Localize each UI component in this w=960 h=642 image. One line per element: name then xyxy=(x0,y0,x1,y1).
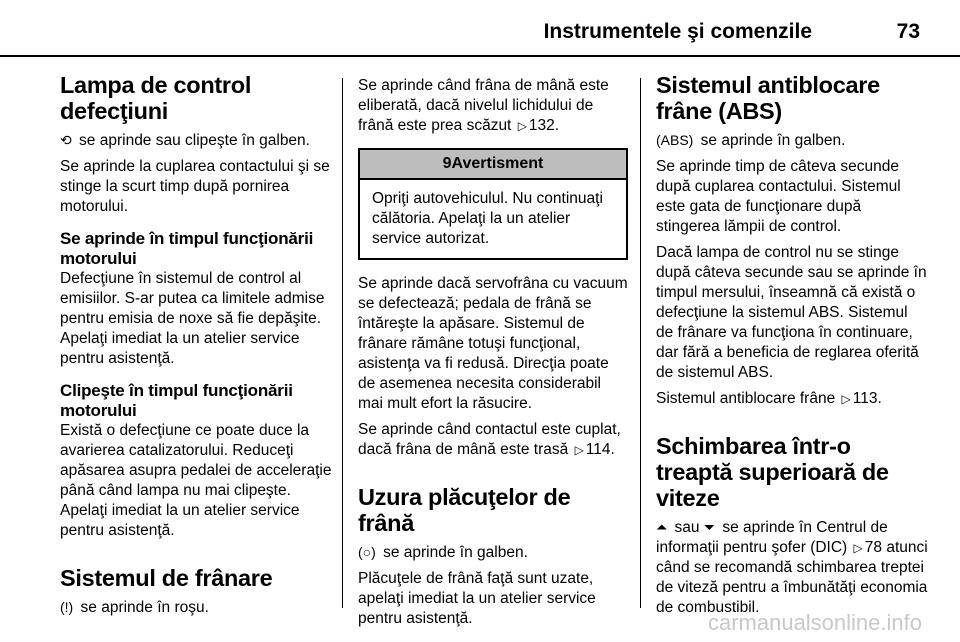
shift-text: se aprinde în Centrul de informaţii pentru şofer (DIC) xyxy=(656,519,888,556)
watermark: carmanualsonline.info xyxy=(707,610,922,635)
abs-icon: (ABS) xyxy=(656,132,694,148)
paragraph-brake-status xyxy=(60,597,332,618)
paragraph-servo-brake: Se aprinde dacă servofrâna cu vacuum se defectează; pedala de frână se întăreşte la apăsare. Sistemul de frânare rămâne totuşi funcţional, asistenţa va fi redusă. Direcţia poate de asemenea necesita considerabil mai mult efort la răsucire. xyxy=(358,275,628,412)
column-right xyxy=(656,72,928,624)
page-header-title: Instrumentele şi comenzile xyxy=(543,20,812,43)
page-reference-arrow-icon: ▷ xyxy=(574,443,584,457)
warning-header xyxy=(360,150,626,180)
column-divider xyxy=(342,78,343,608)
paragraph-contact xyxy=(358,420,628,460)
warning-box xyxy=(358,148,628,260)
page-reference-link[interactable]: 113. xyxy=(852,390,882,407)
column-left xyxy=(60,72,332,624)
heading-abs: Sistemul antiblocare frâne (ABS) xyxy=(656,72,880,124)
paragraph-handbrake xyxy=(358,76,628,136)
mil-text: se aprinde sau clipeşte în galben. xyxy=(79,132,310,149)
heading-brake-system: Sistemul de frânare xyxy=(60,565,273,591)
pads-text: se aprinde în galben. xyxy=(383,544,528,561)
handbrake-text: Se aprinde când frâna de mână este eliberată, dacă nivelul lichidului de frână este prea scăzut xyxy=(358,77,609,134)
paragraph-flash-while-running: Există o defecţiune ce poate duce la avarierea catalizatorului. Reduceţi apăsarea asupra pedalei de acceleraţie până când lampa nu mai clipeşte. Apelaţi imediat la un atelier service pentru asistenţă. xyxy=(60,422,332,539)
page-reference-arrow-icon: ▷ xyxy=(517,119,527,133)
brake-warning-icon: (!) xyxy=(60,599,74,615)
paragraph-abs-status xyxy=(656,130,928,151)
warning-title: Avertisment xyxy=(451,155,544,172)
shift-up-icon: ⏶ xyxy=(656,519,668,535)
abs-text: se aprinde în galben. xyxy=(700,132,846,149)
paragraph-upshift xyxy=(656,517,928,618)
page-reference-arrow-icon: ▷ xyxy=(853,541,863,555)
paragraph-pads: Plăcuţele de frână faţă sunt uzate, apelaţi imediat la un atelier service pentru asistenţă. xyxy=(358,570,596,627)
column-middle xyxy=(358,76,628,635)
warning-text: Opriţi autovehiculul. Nu continuaţi călătoria. Apelaţi la un atelier service autorizat. xyxy=(372,190,603,247)
paragraph-abs-1: Se aprinde timp de câteva secunde după cuplarea contactului. Sistemul este gata de funcţionare după stingerea lămpii de control. xyxy=(656,158,901,235)
shift-or-text: sau xyxy=(674,519,700,536)
heading-brake-pad-wear: Uzura plăcuţelor de frână xyxy=(358,484,571,536)
subheading-on-while-running: Se aprinde în timpul funcţionării motorului xyxy=(60,229,314,268)
shift-text-continued: atunci când se recomandă schimbarea treptei de viteză pentru a îmbunătăţi economia de combustibil. xyxy=(656,539,928,616)
abs-ref-text: Sistemul antiblocare frâne xyxy=(656,390,836,407)
page-reference-link[interactable]: 114. xyxy=(585,441,615,458)
shift-down-icon: ⏷ xyxy=(703,519,716,535)
warning-triangle-icon: 9 xyxy=(442,155,452,172)
header-rule xyxy=(0,55,960,57)
page-reference-arrow-icon: ▷ xyxy=(841,392,851,406)
page-number: 73 xyxy=(896,20,920,43)
column-divider xyxy=(640,78,641,608)
paragraph-ignition: Se aprinde la cuplarea contactului şi se stinge la scurt timp după pornirea motorului. xyxy=(60,158,330,215)
heading-upshift: Schimbarea într-o treaptă superioară de viteze xyxy=(656,433,889,511)
engine-check-icon: ⟲ xyxy=(60,132,72,148)
heading-malfunction-lamp: Lampa de control defecţiuni xyxy=(60,72,252,124)
paragraph-on-while-running: Defecţiune în sistemul de control al emisiilor. S-ar putea ca limitele admise pentru emisia de noxe să fie depăşite. Apelaţi imediat la un atelier service pentru asistenţă. xyxy=(60,270,325,367)
paragraph-mil-status xyxy=(60,130,332,151)
paragraph-pads-status xyxy=(358,542,628,563)
brake-text: se aprinde în roşu. xyxy=(80,599,209,616)
paragraph-abs-2: Dacă lampa de control nu se stinge după câteva secunde sau se aprinde în timpul mersului, înseamnă că există o defecţiune la sistemul ABS. Sistemul de frânare va funcţiona în continuare, dar fără a beneficia de reglarea oferită de sistemul ABS. xyxy=(656,244,927,381)
brake-pad-wear-icon: (○) xyxy=(358,544,376,560)
page-reference-link[interactable]: 132. xyxy=(528,117,560,134)
paragraph-abs-3 xyxy=(656,389,928,409)
page-reference-link[interactable]: 78 xyxy=(864,539,883,556)
contact-text: Se aprinde când contactul este cuplat, dacă frâna de mână este trasă xyxy=(358,421,621,458)
subheading-flash-while-running: Clipeşte în timpul funcţionării motorului xyxy=(60,381,293,420)
